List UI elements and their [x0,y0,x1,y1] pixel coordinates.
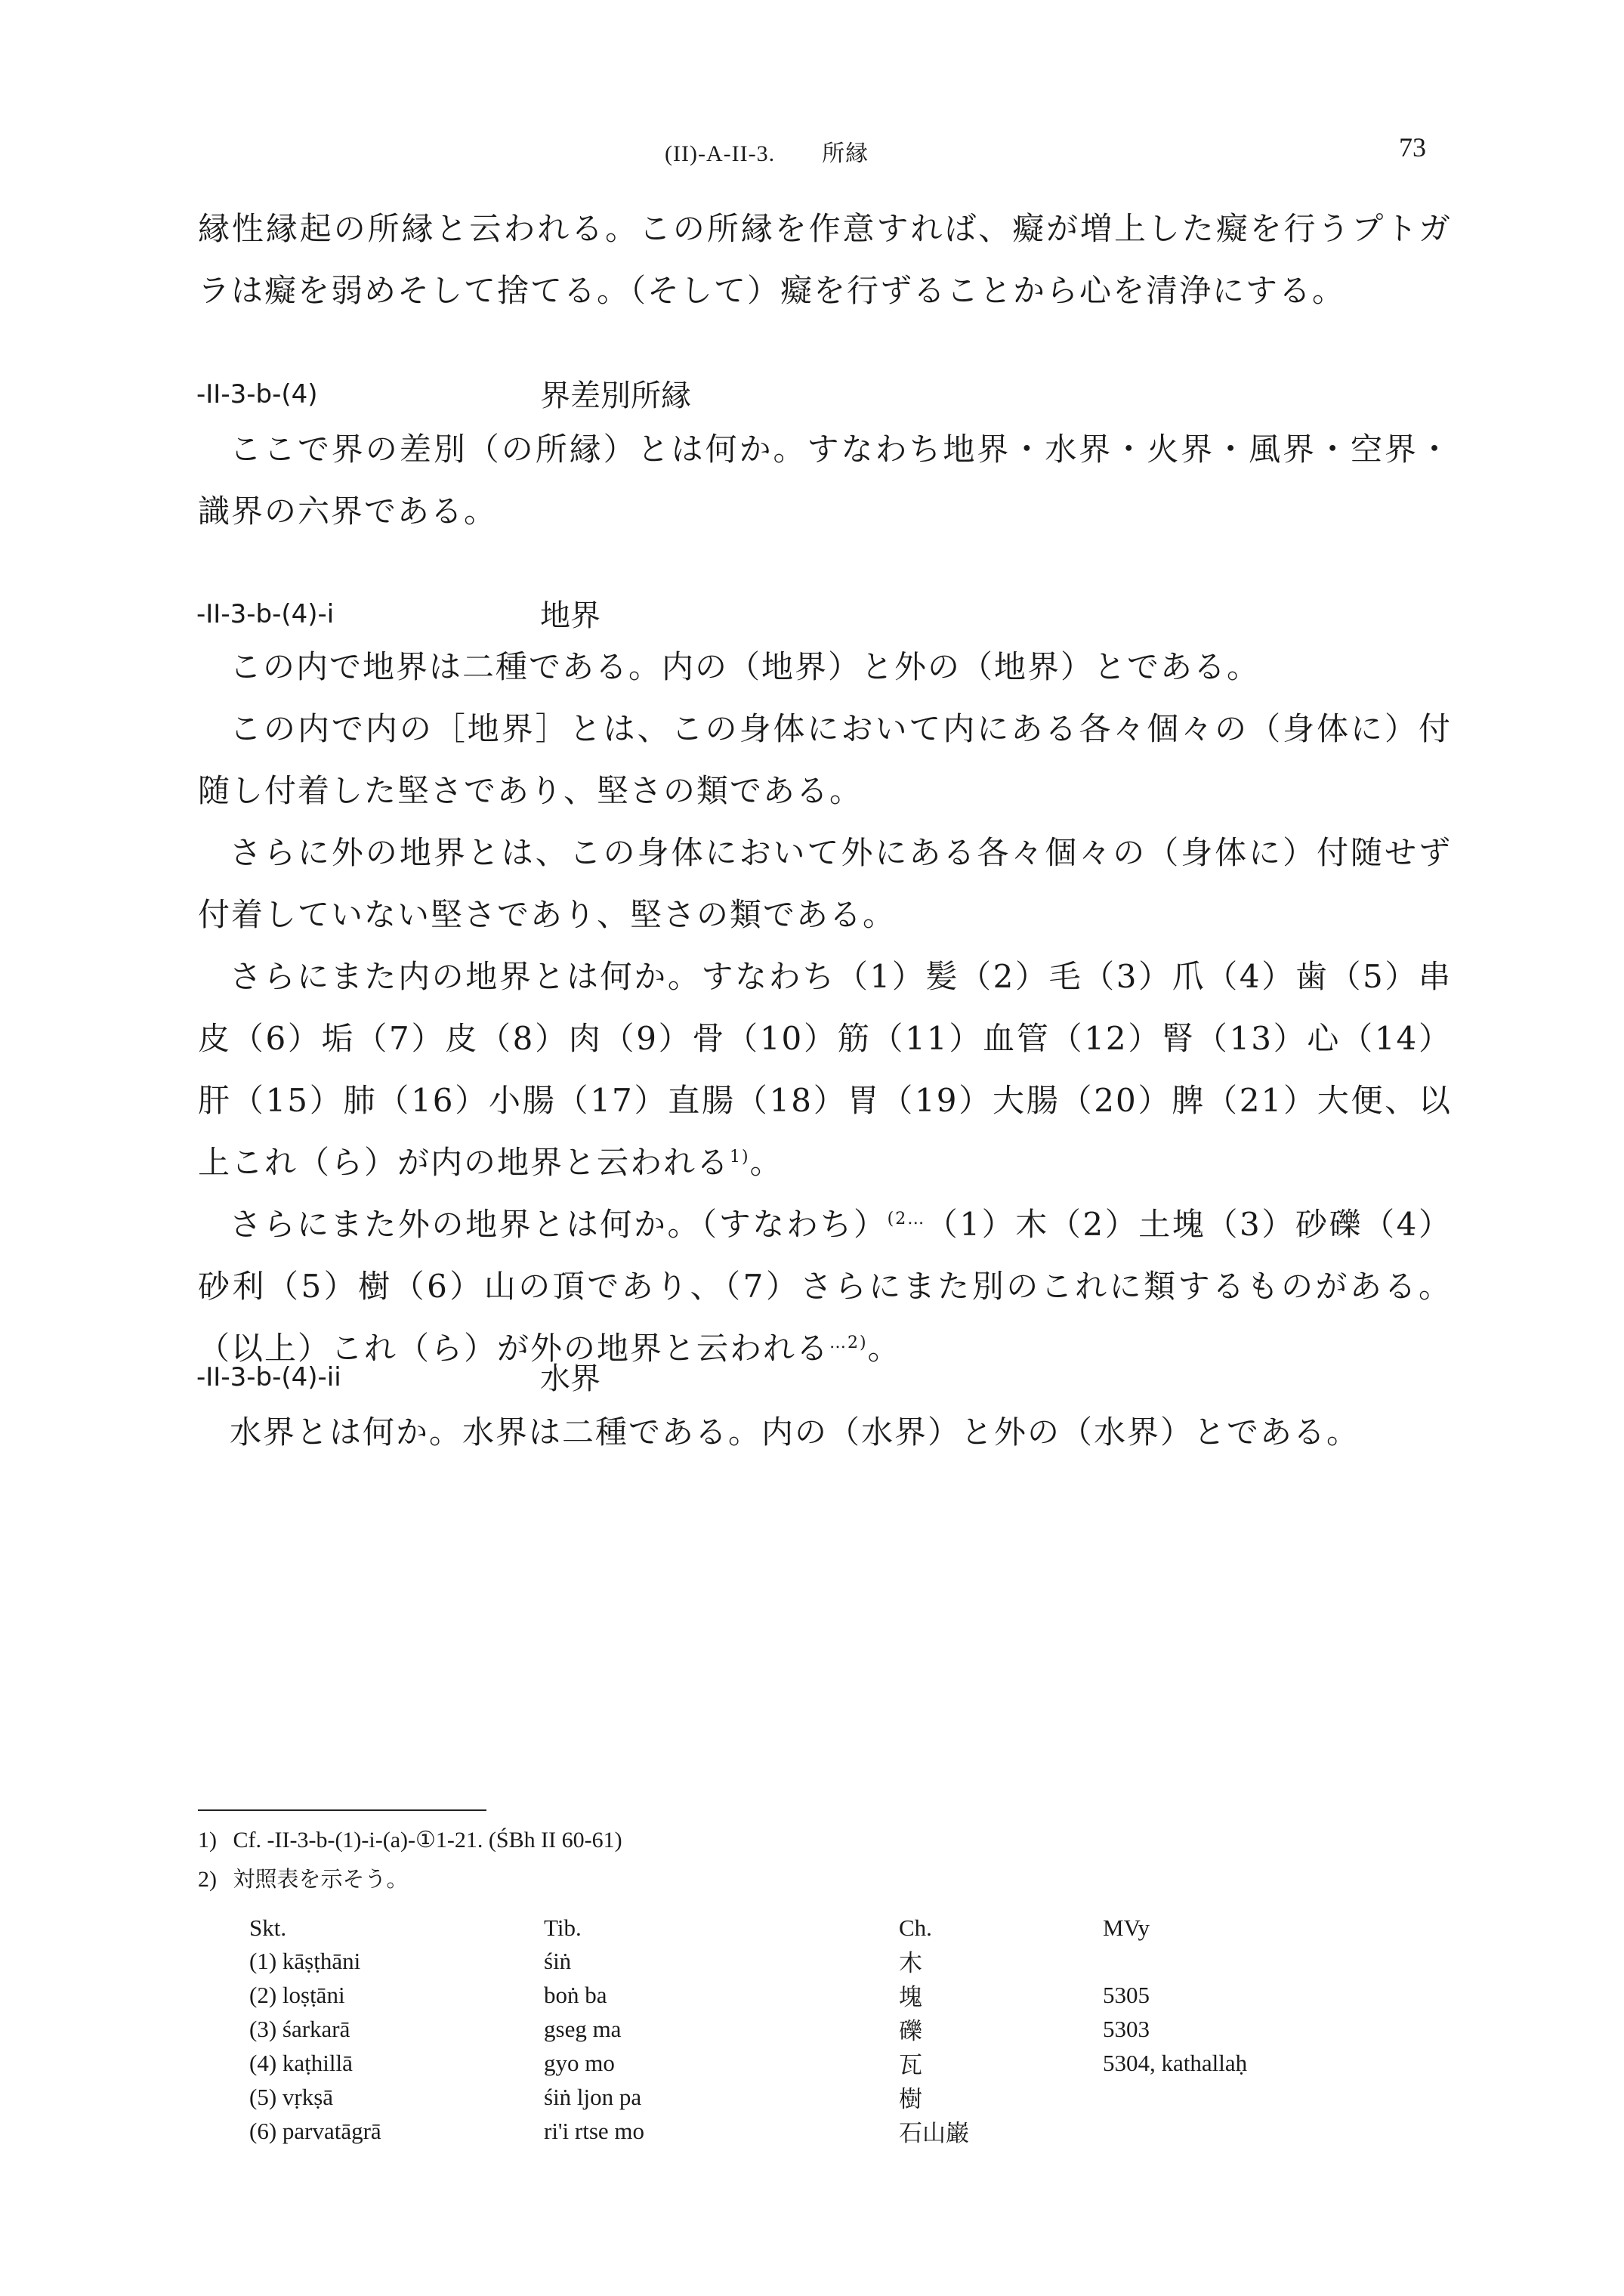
paragraph: 縁性縁起の所縁と云われる。この所縁を作意すれば、癡が増上した癡を行うプトガラは癡を弱めそして捨てる。（そして）癡を行ずることから心を清浄にする。 [198,210,1452,309]
section-code: -II-3-b-(4)-ii [196,1362,341,1392]
paragraph-text: さらにまた外の地界とは何か。（すなわち） [230,1206,888,1243]
section-title: 地界 [540,598,601,633]
section-4-body [198,419,1452,542]
paragraph-tail: 。 [867,1330,901,1367]
paragraph: この内で地界は二種である。内の（地界）と外の（地界）とである。 [230,648,1261,685]
running-header: (II)-A-II-3. 所縁 [665,141,869,166]
cell-tib: boṅ ba [544,1981,607,2008]
column-header-tib: Tib. [544,1914,582,1941]
cell-ch: 礫 [899,2018,922,2044]
cell-mvy [1103,1944,1345,1978]
footnote-2 [198,1862,409,1893]
table-row [249,2046,1345,2080]
table-row [249,2114,1345,2148]
paragraph-with-note [198,946,1452,1194]
footnote-marker: 1) [198,1828,217,1853]
table-row [249,2012,1345,2046]
cell-tib: śiṅ [544,1947,572,1974]
footnote-text: 対照表を示そう。 [233,1866,409,1892]
table-row [249,1978,1345,2012]
cell-ch: 樹 [899,2086,922,2112]
paragraph-with-note [198,1194,1452,1380]
footnote-marker: 2) [198,1867,217,1892]
cell-mvy [1103,2114,1345,2148]
section-code: -II-3-b-(4) [196,379,318,409]
column-header-mvy: MVy [1103,1914,1150,1941]
footnote-ref-2-open[interactable]: (2… [887,1210,926,1228]
cell-skt: (3) śarkarā [249,2015,350,2042]
footnote-text: Cf. -II-3-b-(1)-i-(a)-①1-21. (ŚBh II 60-61) [233,1828,622,1853]
cell-ch: 瓦 [899,2052,922,2078]
paragraph-text: （1）木（2）土塊（3）砂礫（4）砂利（5）樹（6）山の頂であり、（7）さらにまた別のこれに類するものがある。（以上）これ（ら）が外の地界と云われる [198,1206,1452,1367]
table-header-row [249,1911,1345,1944]
footnote-divider [198,1809,486,1811]
table-row [249,1944,1345,1978]
cell-skt: (5) vṛkṣā [249,2083,334,2110]
section-title: 界差別所縁 [540,379,691,413]
paragraph: 水界とは何か。水界は二種である。内の（水界）と外の（水界）とである。 [230,1414,1360,1451]
paragraph: ここで界の差別（の所縁）とは何か。すなわち地界・水界・火界・風界・空界・識界の六界である。 [198,431,1452,530]
cell-tib: śiṅ ljon pa [544,2083,642,2110]
paragraph-text: さらにまた内の地界とは何か。すなわち（1）髪（2）毛（3）爪（4）歯（5）串皮（6）垢（7）皮（8）肉（9）骨（10）筋（11）血管（12）腎（13）心（14）肝（15）肺（16）小腸（17）直腸（18）胃（19）大腸（20）脾（21）大便、以上これ（ら）が内の地界と云われる [198,958,1452,1181]
continuation-paragraph [198,198,1452,322]
cell-tib: gseg ma [544,2015,622,2042]
paragraph: この内で内の［地界］とは、この身体において内にある各々個々の（身体に）付随し付着した堅さであり、堅さの類である。 [198,710,1452,809]
footnote-ref-2-close[interactable]: …2) [829,1333,868,1352]
page-number: 73 [1399,132,1426,162]
section-4-ii-body [198,1401,1452,1463]
cell-tib: gyo mo [544,2049,615,2076]
cell-ch: 木 [899,1950,922,1976]
cell-mvy: 5304, kathallaḥ [1103,2049,1248,2076]
paragraph-tail: 。 [749,1144,783,1181]
cell-skt: (6) parvatāgrā [249,2117,381,2144]
cell-mvy: 5305 [1103,1981,1150,2008]
cell-ch: 石山巌 [899,2120,969,2146]
cell-mvy [1103,2080,1345,2114]
column-header-ch: Ch. [899,1914,932,1941]
footnote-ref-1[interactable]: 1) [730,1148,750,1167]
paragraph: さらに外の地界とは、この身体において外にある各々個々の（身体に）付随せず付着していない堅さであり、堅さの類である。 [198,834,1452,933]
table-row [249,2080,1345,2114]
column-header-skt: Skt. [249,1914,287,1941]
cell-mvy: 5303 [1103,2015,1150,2042]
section-title: 水界 [540,1361,601,1396]
cell-skt: (2) loṣṭāni [249,1981,345,2008]
section-4-i-body [198,636,1452,1380]
cell-skt: (1) kāṣṭhāni [249,1947,361,1974]
comparison-table [249,1911,1345,2148]
footnote-1 [198,1827,622,1853]
cell-ch: 塊 [899,1984,922,2010]
cell-skt: (4) kaṭhillā [249,2049,353,2076]
cell-tib: ri'i rtse mo [544,2117,645,2144]
section-code: -II-3-b-(4)-i [196,599,335,629]
